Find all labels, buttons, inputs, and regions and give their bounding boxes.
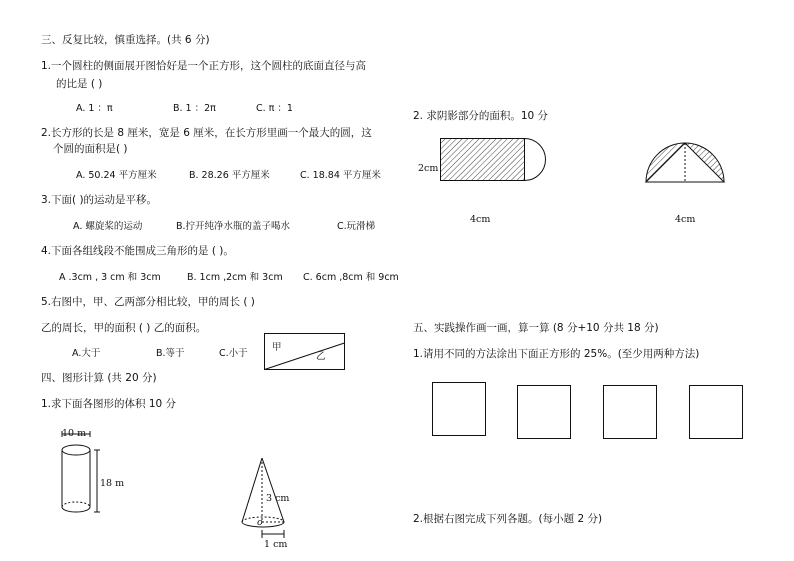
shaded-figure-semicircle-triangle [645,142,725,186]
q1-option-c: C. π ：1 [256,103,293,114]
q2-option-a: A. 50.24 平方厘米 [76,170,157,181]
squares-row [430,381,760,441]
cone-radius-label: 1 cm [264,539,288,550]
q5-figure-label-jia: 甲 [272,342,282,353]
section-4-q1: 1.求下面各图形的体积 10 分 [41,398,177,410]
q5-stem-line2: 乙的周长，甲的面积 ( ) 乙的面积。 [41,322,207,334]
q2-option-c: C. 18.84 平方厘米 [300,170,381,181]
square-3 [604,386,657,439]
cone-height-label: 3 cm [266,493,290,504]
q2-option-b: B. 28.26 平方厘米 [189,170,270,181]
section-5-q2: 2.根据右图完成下列各题。(每小题 2 分) [413,513,603,525]
shaded-area-question: 2. 求阴影部分的面积。10 分 [413,110,549,122]
section-4-title: 四、图形计算 (共 20 分) [41,372,157,384]
q1-option-b: B. 1 ：2π [173,103,216,114]
q5-option-b: B.等于 [156,348,185,359]
square-1 [433,383,486,436]
cone-center-label: o [257,517,263,528]
cylinder-diameter-label: 10 m [62,428,87,439]
square-2 [518,386,571,439]
cylinder-figure [55,434,115,520]
q1-stem-line1: 1.一个圆柱的侧面展开图恰好是一个正方形，这个圆柱的底面直径与高 [41,60,367,72]
q3-option-c: C.玩滑梯 [337,221,376,232]
figure1-bottom-label: 4cm [470,214,491,225]
q3-option-b: B.拧开纯净水瓶的盖子喝水 [176,221,291,232]
section-5-title: 五、实践操作画一画，算一算 (8 分+10 分共 18 分) [413,322,659,334]
section-3-title: 三、反复比较，慎重选择。(共 6 分) [41,34,210,46]
q3-stem: 3.下面( )的运动是平移。 [41,194,158,206]
q5-option-a: A.大于 [72,348,101,359]
q3-option-a: A. 螺旋桨的运动 [73,221,143,232]
section-5-q1: 1.请用不同的方法涂出下面正方形的 25%。(至少用两种方法) [413,348,700,360]
q5-stem-line1: 5.右图中，甲、乙两部分相比较，甲的周长 ( ) [41,296,255,308]
q5-option-c: C.小于 [219,348,248,359]
q2-stem-line2: 个圆的面积是( ) [53,143,128,155]
q2-stem-line1: 2.长方形的长是 8 厘米，宽是 6 厘米，在长方形里画一个最大的圆，这 [41,127,372,139]
q4-option-c: C. 6cm ,8cm 和 9cm [303,272,399,283]
q5-figure-label-yi: 乙 [316,351,326,362]
square-4 [690,386,743,439]
figure1-side-label: 2cm [418,163,439,174]
q4-stem: 4.下面各组线段不能围成三角形的是 ( )。 [41,245,234,257]
q4-option-b: B. 1cm ,2cm 和 3cm [187,272,283,283]
q1-stem-line2: 的比是 ( ) [56,78,103,90]
q1-option-a: A. 1 ：π [76,103,113,114]
shaded-figure-rectangle-semicircle [440,138,552,184]
figure2-bottom-label: 4cm [675,214,696,225]
q4-option-a: A .3cm , 3 cm 和 3cm [59,272,161,283]
cylinder-height-label: 18 m [100,478,125,489]
